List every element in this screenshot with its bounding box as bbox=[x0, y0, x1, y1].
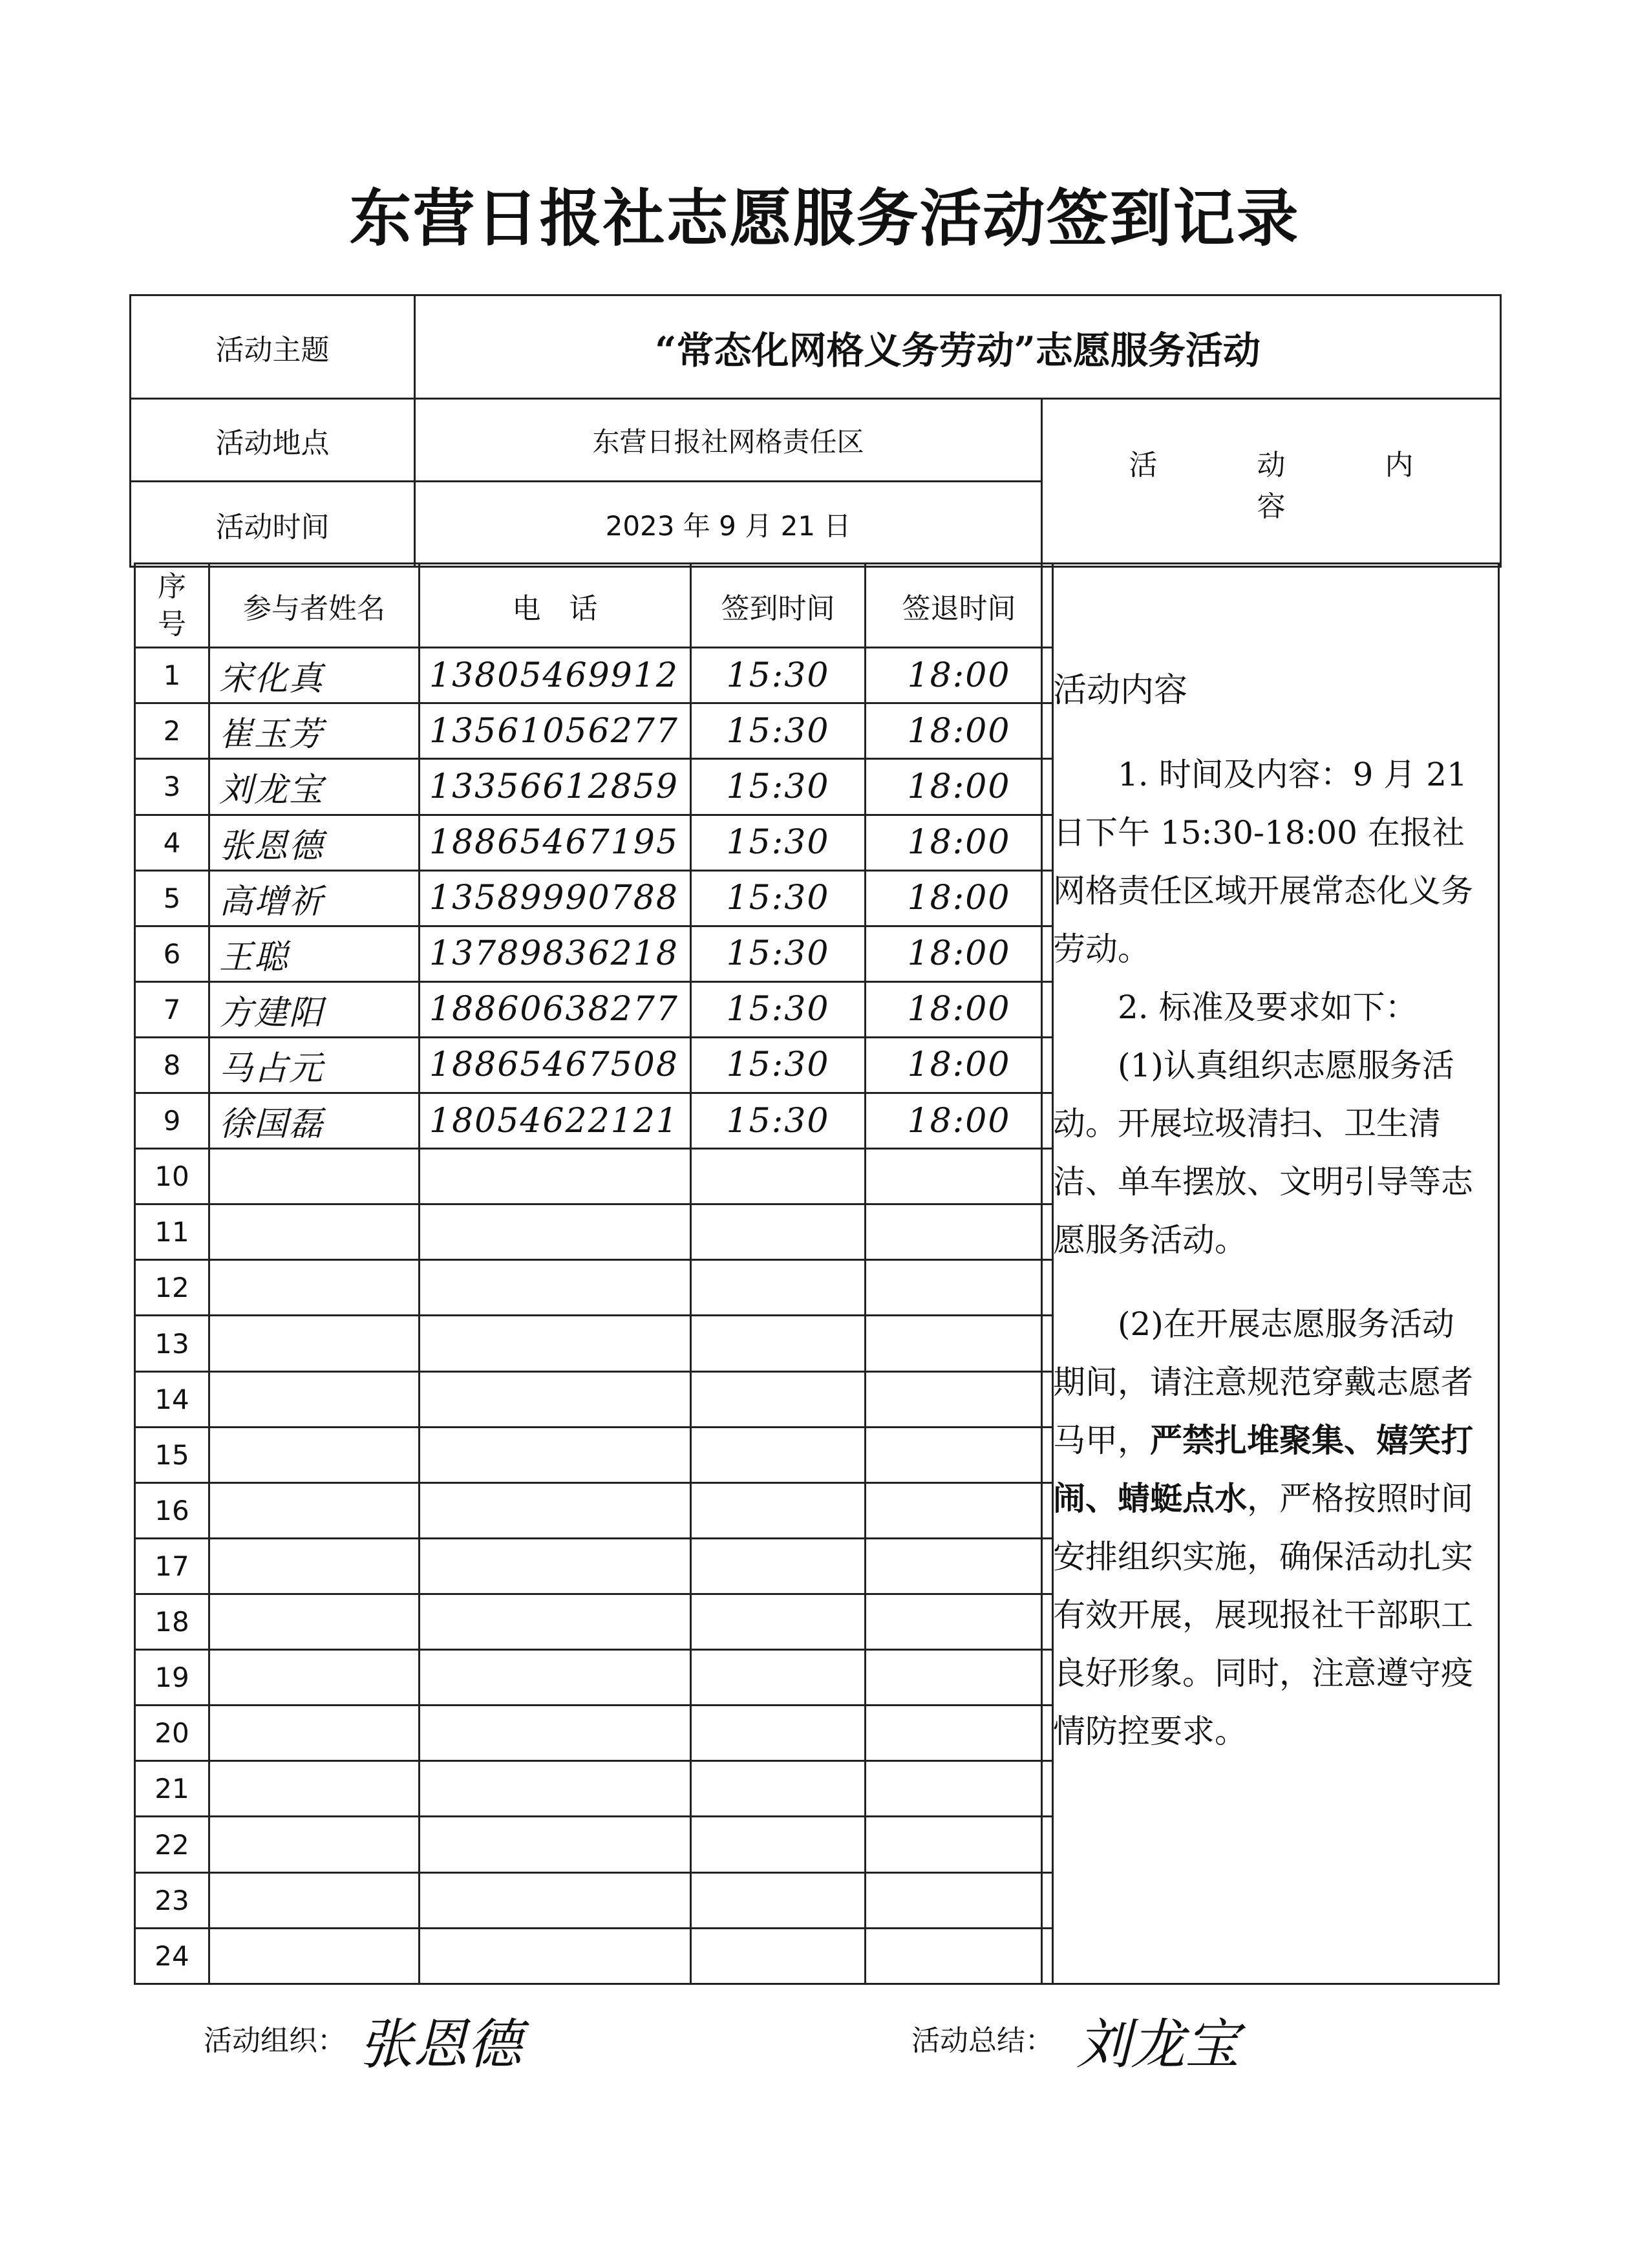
row-checkout bbox=[866, 1371, 1053, 1427]
row-checkout: 18:00 bbox=[866, 1093, 1053, 1149]
row-phone: 13589990788 bbox=[420, 870, 691, 926]
row-name: 王聪 bbox=[209, 926, 420, 981]
table-row bbox=[135, 1149, 1053, 1204]
row-seq: 21 bbox=[135, 1761, 209, 1817]
row-checkin bbox=[691, 1706, 866, 1761]
content-paragraph-2: 2. 标准及要求如下： bbox=[1118, 989, 1418, 1026]
row-name: 张恩德 bbox=[209, 815, 420, 870]
row-name bbox=[209, 1650, 420, 1706]
row-seq: 4 bbox=[135, 815, 209, 870]
row-name bbox=[209, 1761, 420, 1817]
row-seq: 19 bbox=[135, 1650, 209, 1706]
table-row bbox=[135, 1427, 1053, 1482]
table-row bbox=[135, 1761, 1053, 1817]
row-name bbox=[209, 1538, 420, 1594]
row-phone: 13789836218 bbox=[420, 926, 691, 981]
table-row bbox=[135, 1037, 1053, 1093]
table-row bbox=[135, 1817, 1053, 1872]
row-phone bbox=[420, 1427, 691, 1482]
row-checkin: 15:30 bbox=[691, 703, 866, 759]
row-name bbox=[209, 1260, 420, 1316]
row-phone: 18865467508 bbox=[420, 1037, 691, 1093]
row-seq: 9 bbox=[135, 1093, 209, 1149]
theme-value: “常态化网格义务劳动”志愿服务活动 bbox=[415, 295, 1501, 399]
row-phone bbox=[420, 1594, 691, 1650]
row-name bbox=[209, 1872, 420, 1928]
row-name: 徐国磊 bbox=[209, 1093, 420, 1149]
table-row bbox=[135, 1928, 1053, 1984]
organizer-label: 活动组织： bbox=[204, 2024, 346, 2057]
row-seq: 10 bbox=[135, 1149, 209, 1204]
row-seq: 20 bbox=[135, 1706, 209, 1761]
row-seq: 12 bbox=[135, 1260, 209, 1316]
content-cell bbox=[1042, 564, 1499, 1984]
table-row bbox=[135, 1706, 1053, 1761]
row-phone bbox=[420, 1706, 691, 1761]
table-row bbox=[135, 1371, 1053, 1427]
content-paragraph-3: (1)认真组织志愿服务活动。开展垃圾清扫、卫生清洁、单车摆放、文明引导等志愿服务活动。 bbox=[1053, 1047, 1473, 1259]
row-checkin: 15:30 bbox=[691, 648, 866, 703]
time-value: 2023 年 9 月 21 日 bbox=[415, 482, 1042, 567]
location-value: 东营日报社网格责任区 bbox=[415, 399, 1042, 482]
row-checkin bbox=[691, 1650, 866, 1706]
signin-table bbox=[134, 562, 1052, 1985]
row-seq: 13 bbox=[135, 1316, 209, 1371]
table-row bbox=[135, 1872, 1053, 1928]
content-header: 活 动 内 容 bbox=[1042, 399, 1501, 567]
row-checkout: 18:00 bbox=[866, 981, 1053, 1037]
row-name bbox=[209, 1149, 420, 1204]
row-seq: 5 bbox=[135, 870, 209, 926]
row-name bbox=[209, 1371, 420, 1427]
row-checkin: 15:30 bbox=[691, 981, 866, 1037]
row-name bbox=[209, 1427, 420, 1482]
row-seq: 18 bbox=[135, 1594, 209, 1650]
activity-info-table bbox=[129, 294, 1500, 566]
row-phone bbox=[420, 1260, 691, 1316]
table-row bbox=[135, 1594, 1053, 1650]
row-checkout bbox=[866, 1928, 1053, 1984]
theme-label: 活动主题 bbox=[131, 295, 415, 399]
checkin-header: 签到时间 bbox=[691, 564, 866, 648]
table-row bbox=[135, 1316, 1053, 1371]
row-checkin bbox=[691, 1149, 866, 1204]
content-paragraph-4: (2)在开展志愿服务活动期间，请注意规范穿戴志愿者马甲，严禁扎堆聚集、嬉笑打闹、蜻蜓点水，严格按照时间安排组织实施，确保活动扎实有效开展，展现报社干部职工良好形象。同时，注意遵守疫情防控要求。 bbox=[1053, 1305, 1473, 1750]
row-checkout bbox=[866, 1650, 1053, 1706]
row-name: 宋化真 bbox=[209, 648, 420, 703]
time-label: 活动时间 bbox=[131, 482, 415, 567]
row-name bbox=[209, 1594, 420, 1650]
table-row bbox=[135, 1260, 1053, 1316]
page-title: 东营日报社志愿服务活动签到记录 bbox=[349, 182, 1300, 255]
row-phone: 18860638277 bbox=[420, 981, 691, 1037]
table-row bbox=[135, 1538, 1053, 1594]
row-name bbox=[209, 1817, 420, 1872]
row-checkout bbox=[866, 1427, 1053, 1482]
table-row bbox=[135, 1204, 1053, 1260]
row-seq: 3 bbox=[135, 759, 209, 815]
row-seq: 8 bbox=[135, 1037, 209, 1093]
organizer-signature: 张恩德 bbox=[359, 2013, 522, 2076]
row-seq: 16 bbox=[135, 1482, 209, 1538]
row-phone: 13805469912 bbox=[420, 648, 691, 703]
table-row bbox=[135, 1482, 1053, 1538]
row-checkout bbox=[866, 1872, 1053, 1928]
row-checkout: 18:00 bbox=[866, 703, 1053, 759]
row-phone: 18054622121 bbox=[420, 1093, 691, 1149]
row-name: 方建阳 bbox=[209, 981, 420, 1037]
row-phone bbox=[420, 1872, 691, 1928]
row-checkout: 18:00 bbox=[866, 870, 1053, 926]
row-checkin bbox=[691, 1427, 866, 1482]
row-phone bbox=[420, 1482, 691, 1538]
row-name bbox=[209, 1316, 420, 1371]
summary-label: 活动总结： bbox=[911, 2024, 1054, 2057]
row-seq: 24 bbox=[135, 1928, 209, 1984]
row-seq: 23 bbox=[135, 1872, 209, 1928]
row-checkin: 15:30 bbox=[691, 1093, 866, 1149]
row-checkout bbox=[866, 1204, 1053, 1260]
table-row bbox=[135, 870, 1053, 926]
header-row bbox=[135, 564, 1053, 648]
row-checkin: 15:30 bbox=[691, 1037, 866, 1093]
table-row bbox=[135, 981, 1053, 1037]
row-checkin bbox=[691, 1817, 866, 1872]
table-row bbox=[135, 815, 1053, 870]
row-checkin bbox=[691, 1260, 866, 1316]
row-checkin bbox=[691, 1594, 866, 1650]
row-checkin bbox=[691, 1761, 866, 1817]
row-name bbox=[209, 1482, 420, 1538]
checkout-header: 签退时间 bbox=[866, 564, 1053, 648]
row-name bbox=[209, 1706, 420, 1761]
row-name: 刘龙宝 bbox=[209, 759, 420, 815]
row-checkout: 18:00 bbox=[866, 1037, 1053, 1093]
summary-signature: 刘龙宝 bbox=[1076, 2013, 1240, 2076]
row-seq: 2 bbox=[135, 703, 209, 759]
table-row bbox=[135, 926, 1053, 981]
table-row bbox=[135, 1093, 1053, 1149]
row-seq: 22 bbox=[135, 1817, 209, 1872]
row-checkout bbox=[866, 1316, 1053, 1371]
row-checkout bbox=[866, 1482, 1053, 1538]
row-checkin bbox=[691, 1928, 866, 1984]
row-checkin bbox=[691, 1204, 866, 1260]
row-checkin: 15:30 bbox=[691, 870, 866, 926]
row-phone bbox=[420, 1149, 691, 1204]
row-checkin: 15:30 bbox=[691, 759, 866, 815]
row-phone bbox=[420, 1538, 691, 1594]
content-heading: 活动内容 bbox=[1053, 671, 1188, 710]
row-name: 高增祈 bbox=[209, 870, 420, 926]
row-phone bbox=[420, 1204, 691, 1260]
table-row bbox=[135, 759, 1053, 815]
row-checkin bbox=[691, 1538, 866, 1594]
row-checkin bbox=[691, 1872, 866, 1928]
phone-header: 电 话 bbox=[420, 564, 691, 648]
row-checkout bbox=[866, 1817, 1053, 1872]
row-name bbox=[209, 1928, 420, 1984]
row-checkin bbox=[691, 1316, 866, 1371]
row-checkout bbox=[866, 1538, 1053, 1594]
row-checkout bbox=[866, 1260, 1053, 1316]
row-phone bbox=[420, 1371, 691, 1427]
row-checkout: 18:00 bbox=[866, 759, 1053, 815]
row-checkin: 15:30 bbox=[691, 926, 866, 981]
row-checkout: 18:00 bbox=[866, 815, 1053, 870]
row-name bbox=[209, 1204, 420, 1260]
row-checkin bbox=[691, 1371, 866, 1427]
row-phone bbox=[420, 1316, 691, 1371]
table-row bbox=[135, 703, 1053, 759]
row-checkout: 18:00 bbox=[866, 648, 1053, 703]
row-checkout bbox=[866, 1149, 1053, 1204]
row-seq: 1 bbox=[135, 648, 209, 703]
row-checkout bbox=[866, 1706, 1053, 1761]
location-label: 活动地点 bbox=[131, 399, 415, 482]
row-seq: 17 bbox=[135, 1538, 209, 1594]
name-header: 参与者姓名 bbox=[209, 564, 420, 648]
row-name: 马占元 bbox=[209, 1037, 420, 1093]
row-phone: 18865467195 bbox=[420, 815, 691, 870]
row-phone: 13561056277 bbox=[420, 703, 691, 759]
seq-header: 序号 bbox=[135, 564, 209, 648]
row-checkin bbox=[691, 1482, 866, 1538]
row-name: 崔玉芳 bbox=[209, 703, 420, 759]
table-row bbox=[135, 1650, 1053, 1706]
content-paragraph-1: 1. 时间及内容：9 月 21 日下午 15:30-18:00 在报社网格责任区域开展常态化义务劳动。 bbox=[1053, 756, 1473, 968]
row-seq: 15 bbox=[135, 1427, 209, 1482]
row-checkout: 18:00 bbox=[866, 926, 1053, 981]
row-phone bbox=[420, 1650, 691, 1706]
row-checkout bbox=[866, 1594, 1053, 1650]
row-checkout bbox=[866, 1761, 1053, 1817]
table-row bbox=[135, 648, 1053, 703]
row-checkin: 15:30 bbox=[691, 815, 866, 870]
row-phone bbox=[420, 1817, 691, 1872]
row-seq: 11 bbox=[135, 1204, 209, 1260]
row-phone bbox=[420, 1928, 691, 1984]
row-phone: 13356612859 bbox=[420, 759, 691, 815]
content-emphasis: 严禁扎堆聚集、嬉笑打闹、蜻蜓点水 bbox=[1053, 1421, 1473, 1517]
row-seq: 14 bbox=[135, 1371, 209, 1427]
row-phone bbox=[420, 1761, 691, 1817]
activity-content-panel bbox=[1041, 562, 1500, 1985]
row-seq: 6 bbox=[135, 926, 209, 981]
row-seq: 7 bbox=[135, 981, 209, 1037]
